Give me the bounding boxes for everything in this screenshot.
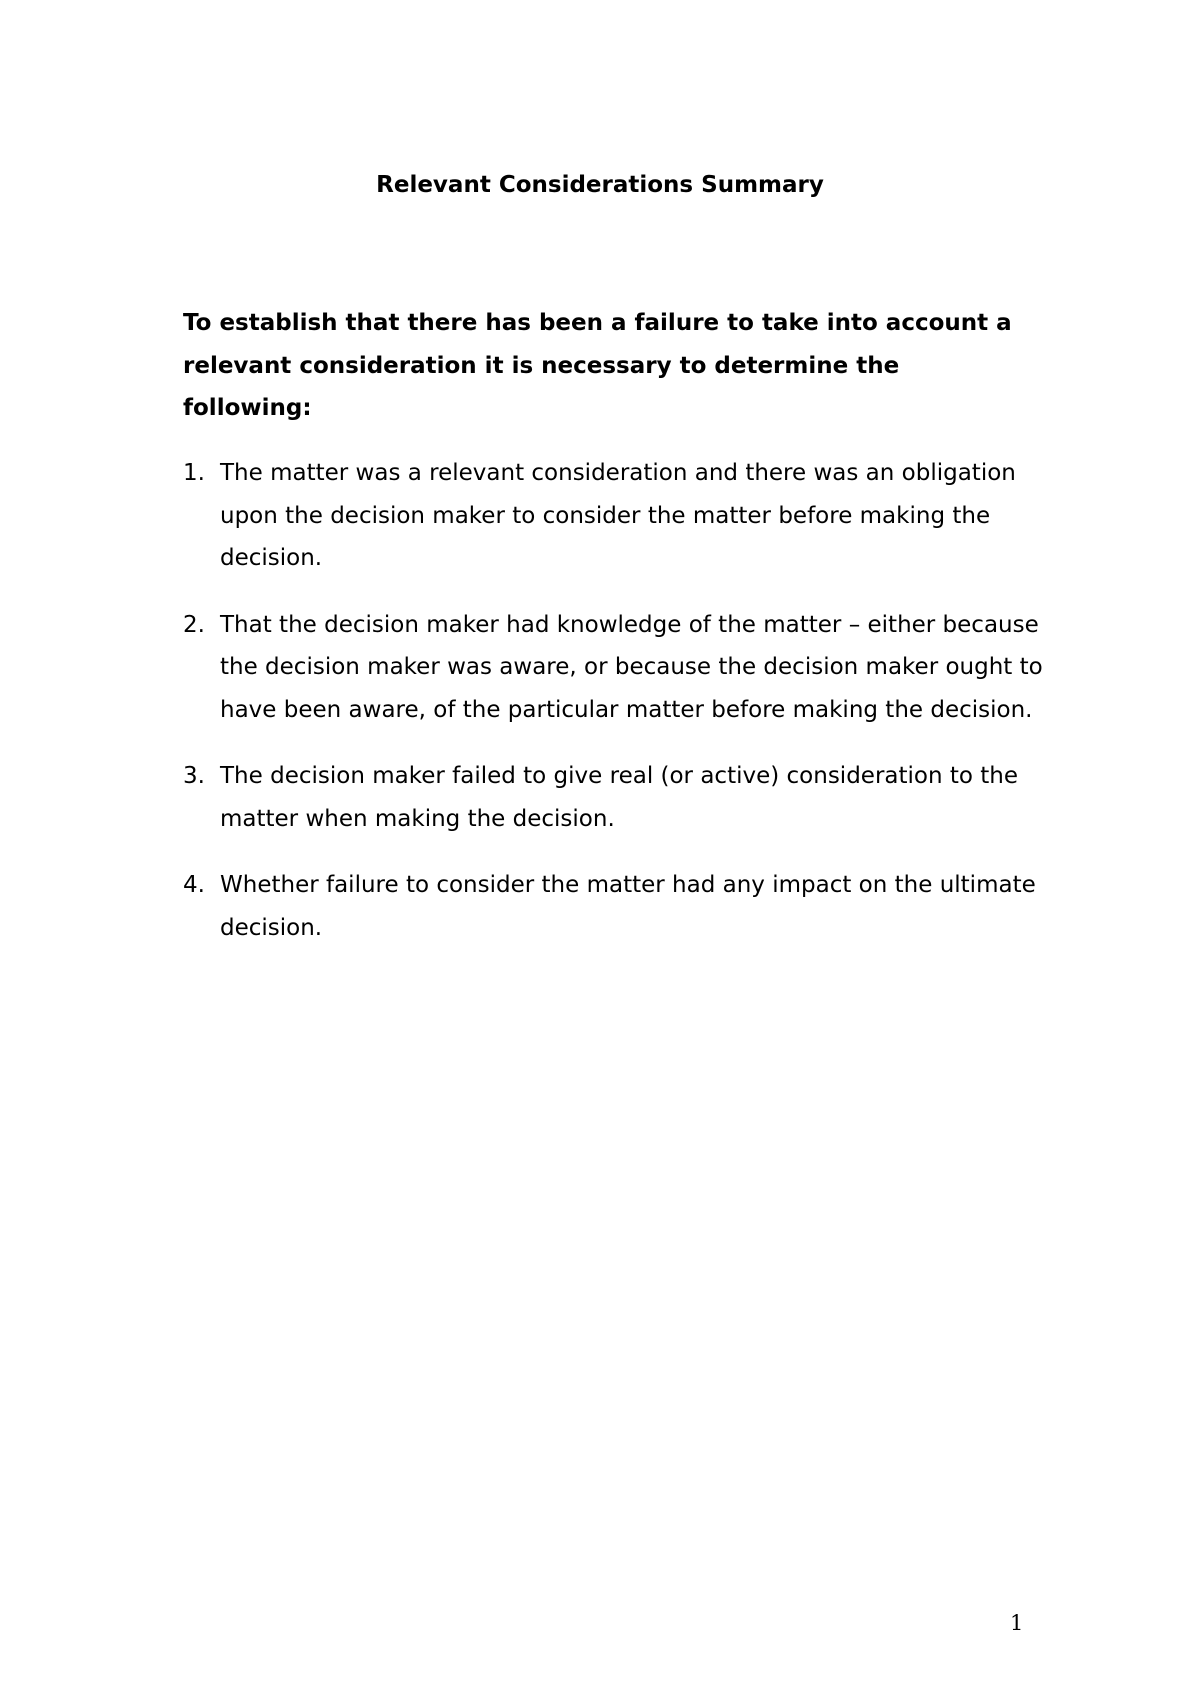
page-number: 1 <box>1010 1611 1024 1635</box>
list-item-text: The decision maker failed to give real (or active) consideration to the matter when making the decision. <box>220 763 1019 832</box>
intro-paragraph: To establish that there has been a failure to take into account a relevant consideration it is necessary to determine the following: <box>183 310 1012 421</box>
list-item <box>183 452 1063 580</box>
list-item-number: 3. <box>183 763 205 789</box>
list-item-number: 4. <box>183 872 205 898</box>
requirements-list <box>183 452 1063 973</box>
list-item <box>183 864 1063 949</box>
document-title: Relevant Considerations Summary <box>376 172 824 198</box>
list-item-text: Whether failure to consider the matter had any impact on the ultimate decision. <box>220 872 1036 941</box>
list-item <box>183 755 1063 840</box>
list-item-text: The matter was a relevant consideration and there was an obligation upon the decision maker to consider the matter before making the decision. <box>220 460 1016 571</box>
list-item-number: 2. <box>183 611 205 638</box>
list-item-number: 1. <box>183 460 205 486</box>
list-item <box>183 604 1063 732</box>
list-item-text: That the decision maker had knowledge of the matter – either because the decision maker was aware, or because the decision maker ought to have been aware, of the particular matter before making the decision. <box>220 611 1043 723</box>
